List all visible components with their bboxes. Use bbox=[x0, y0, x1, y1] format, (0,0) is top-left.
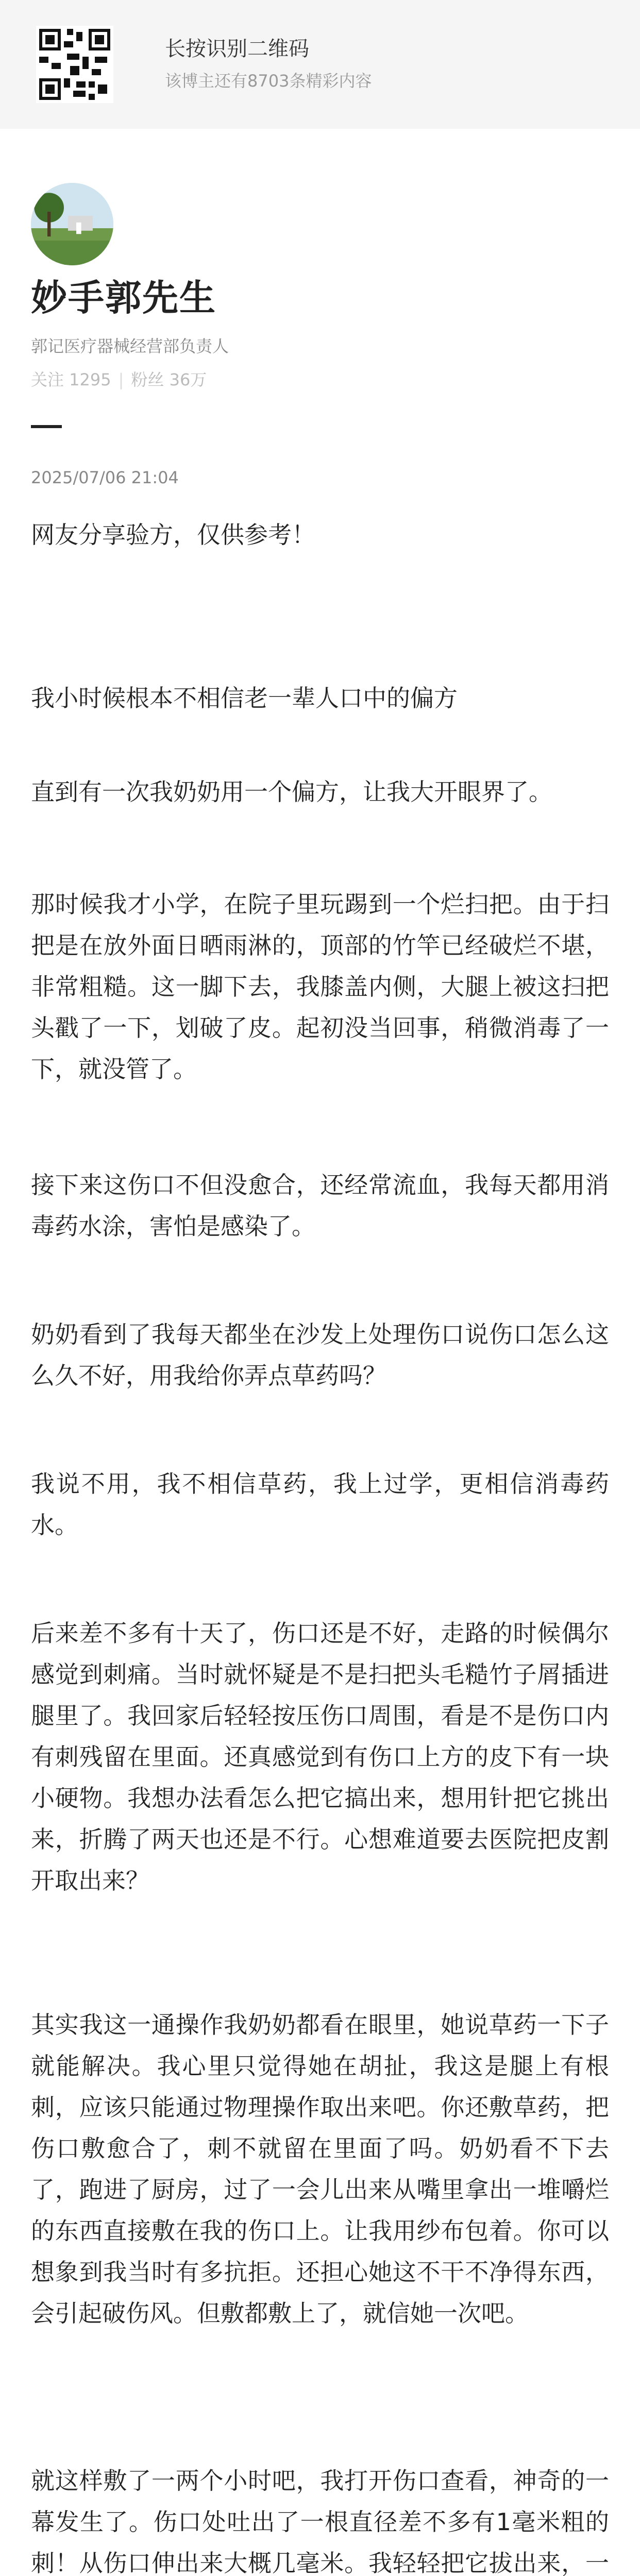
author-name[interactable]: 妙手郭先生 bbox=[31, 277, 216, 319]
post-paragraph: 就这样敷了一两个小时吧，我打开伤口查看，神奇的一幕发生了。伤口处吐出了一根直径差不多有1毫米粗的刺！从伤口伸出来大概几毫米。我轻轻把它拔出来，一 bbox=[31, 2467, 609, 2576]
post-paragraph: 接下来这伤口不但没愈合，还经常流血，我每天都用消毒药水涂，害怕是感染了。 bbox=[31, 1171, 609, 1240]
post-paragraph: 我说不用，我不相信草药，我上过学，更相信消毒药水。 bbox=[31, 1470, 609, 1539]
qr-banner-texts bbox=[165, 35, 372, 94]
profile-divider bbox=[31, 425, 62, 428]
author-stats bbox=[31, 368, 207, 391]
post-timestamp: 2025/07/06 21:04 bbox=[31, 468, 179, 487]
qr-banner-subtitle: 该博主还有8703条精彩内容 bbox=[165, 71, 372, 91]
qr-banner-title: 长按识别二维码 bbox=[165, 37, 309, 61]
qr-banner-top[interactable] bbox=[0, 0, 640, 129]
qr-code-icon[interactable] bbox=[36, 26, 113, 103]
post-paragraph: 直到有一次我奶奶用一个偏方，让我大开眼界了。 bbox=[31, 778, 552, 806]
post-paragraph: 那时候我才小学，在院子里玩踢到一个烂扫把。由于扫把是在放外面日晒雨淋的，顶部的竹竿已经破烂不堪，非常粗糙。这一脚下去，我膝盖内侧，大腿上被这扫把头戳了一下，划破了皮。起初没当回事，稍微消毒了一下，就没管了。 bbox=[31, 890, 609, 1083]
author-verification: 郭记医疗器械经营部负责人 bbox=[31, 336, 229, 356]
post-paragraph: 后来差不多有十天了，伤口还是不好，走路的时候偶尔感觉到刺痛。当时就怀疑是不是扫把头毛糙竹子屑插进腿里了。我回家后轻轻按压伤口周围，看是不是伤口内有刺残留在里面。还真感觉到有伤口上方的皮下有一块小硬物。我想办法看怎么把它搞出来，想用针把它挑出来，折腾了两天也还是不行。心想难道要去医院把皮割开取出来？ bbox=[31, 1619, 609, 1894]
avatar-image bbox=[31, 183, 113, 265]
followers-count[interactable]: 粉丝 36万 bbox=[131, 370, 207, 389]
post-paragraph: 奶奶看到了我每天都坐在沙发上处理伤口说伤口怎么这么久不好，用我给你弄点草药吗？ bbox=[31, 1320, 609, 1389]
following-count[interactable]: 关注 1295 bbox=[31, 370, 111, 389]
avatar[interactable] bbox=[31, 183, 113, 265]
post-paragraph: 网友分享验方，仅供参考！ bbox=[31, 521, 315, 549]
stats-separator: | bbox=[118, 370, 124, 389]
post-paragraph: 其实我这一通操作我奶奶都看在眼里，她说草药一下子就能解决。我心里只觉得她在胡扯，我这是腿上有根刺，应该只能通过物理操作取出来吧。你还敷草药，把伤口敷愈合了，刺不就留在里面了吗。奶奶看不下去了，跑进了厨房，过了一会儿出来从嘴里拿出一堆嚼烂的东西直接敷在我的伤口上。让我用纱布包着。你可以想象到我当时有多抗拒。还担心她这不干不净得东西，会引起破伤风。但敷都敷上了，就信她一次吧。 bbox=[31, 2011, 609, 2327]
post-paragraph: 我小时候根本不相信老一辈人口中的偏方 bbox=[31, 684, 458, 712]
qr-code-graphic bbox=[36, 26, 113, 103]
